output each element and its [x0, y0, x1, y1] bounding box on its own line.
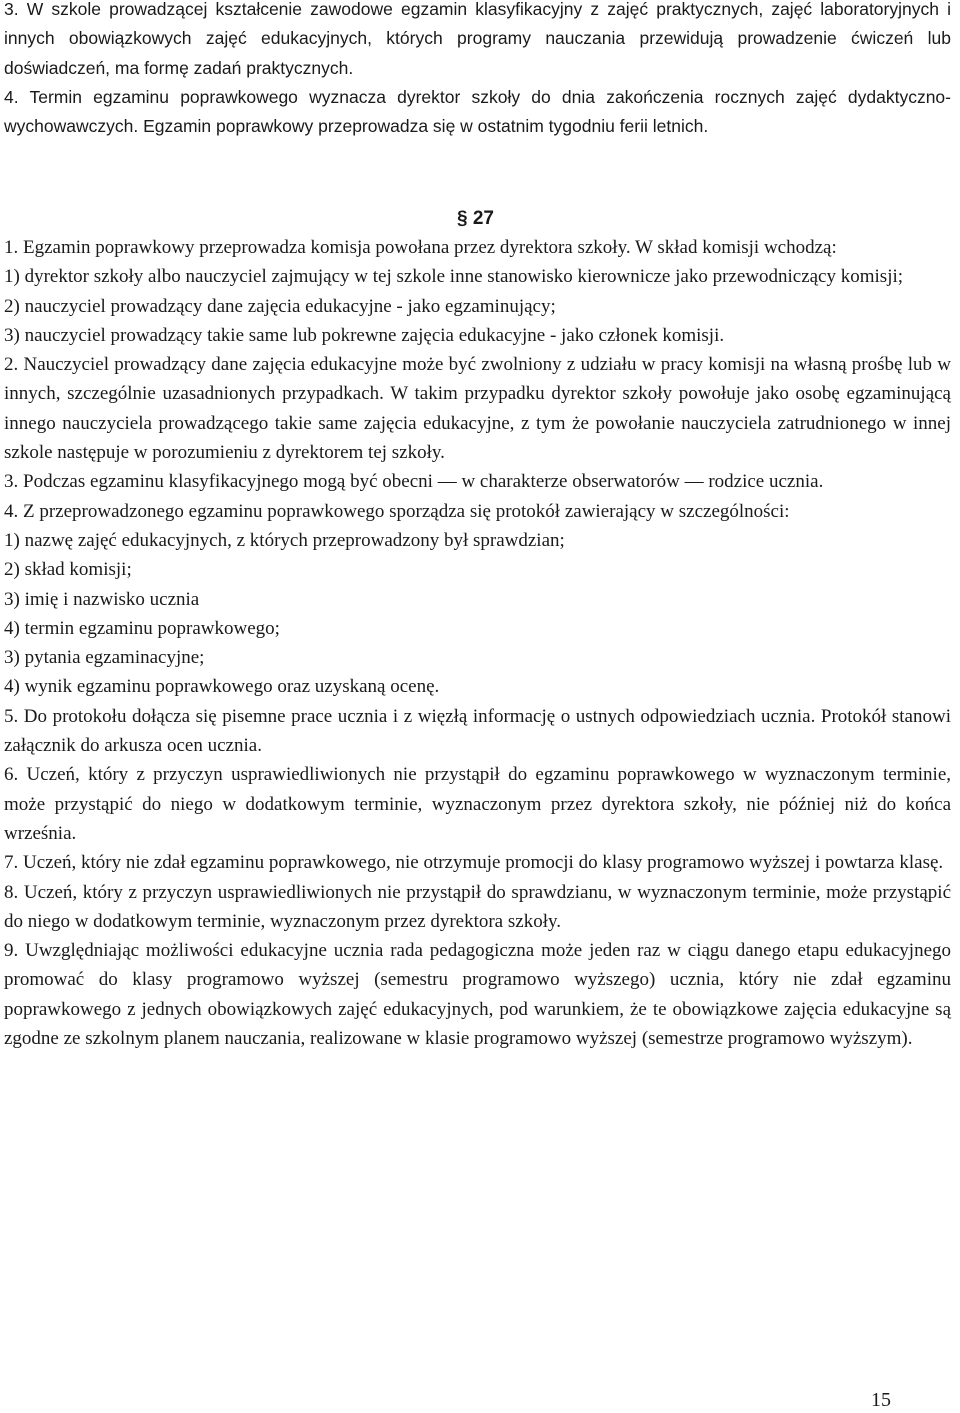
paragraph-4-item-4: 4) termin egzaminu poprawkowego;	[4, 617, 280, 639]
paragraph-2-teacher-exemption: 2. Nauczyciel prowadzący dane zajęcia edukacyjne może być zwolniony z udziału w pracy komisji na własną prośbę lub w innych, szczególnie uzasadnionych przypadkach. W takim przypadku dyrektor szkoły powołuje jako osobę egzaminującą innego nauczyciela prowadzącego takie same zajęcia edukacyjne, z tym że powołanie nauczyciela zatrudnionego w innej szkole następuje w porozumieniu z dyrektorem tej szkoły.	[4, 354, 951, 464]
paragraph-7-no-promotion: 7. Uczeń, który nie zdał egzaminu poprawkowego, nie otrzymuje promocji do klasy programowo wyższej i powtarza klasę.	[4, 852, 944, 874]
paragraph-1-item-2: 2) nauczyciel prowadzący dane zajęcia edukacyjne - jako egzaminujący;	[4, 295, 556, 317]
paragraph-4-item-2: 2) skład komisji;	[4, 559, 132, 581]
page-number: 15	[871, 1389, 891, 1411]
paragraph-1-item-3: 3) nauczyciel prowadzący takie same lub pokrewne zajęcia edukacyjne - jako członek komisji.	[4, 324, 725, 346]
top-section	[4, 0, 951, 141]
section-heading: § 27	[457, 208, 494, 229]
paragraph-3-practical-exam: 3. W szkole prowadzącej kształcenie zawodowe egzamin klasyfikacyjny z zajęć praktycznych, zajęć laboratoryjnych i innych obowiązkowych zajęć edukacyjnych, których programy nauczania przewidują prowadzenie ćwiczeń lub doświadczeń, ma formę zadań praktycznych.	[4, 0, 951, 78]
paragraph-3-observers: 3. Podczas egzaminu klasyfikacyjnego mogą być obecni — w charakterze obserwatorów — rodzice ucznia.	[4, 471, 824, 493]
paragraph-5-attachments: 5. Do protokołu dołącza się pisemne prace ucznia i z więzłą informację o ustnych odpowiedziach ucznia. Protokół stanowi załącznik do arkusza ocen ucznia.	[4, 705, 951, 757]
paragraph-1-commission: 1. Egzamin poprawkowy przeprowadza komisja powołana przez dyrektora szkoły. W skład komisji wchodzą:	[4, 237, 837, 258]
paragraph-4-item-5: 3) pytania egzaminacyjne;	[4, 647, 205, 669]
paragraph-4-item-1: 1) nazwę zajęć edukacyjnych, z których przeprowadzony był sprawdzian;	[4, 529, 565, 551]
paragraph-6-additional-term: 6. Uczeń, który z przyczyn usprawiedliwionych nie przystąpił do egzaminu poprawkowego w wyznaczonym terminie, może przystąpić do niego w dodatkowym terminie, wyznaczonym przez dyrektora szkoły, nie później niż do końca września.	[4, 764, 951, 844]
paragraph-4-retake-date: 4. Termin egzaminu poprawkowego wyznacza dyrektor szkoły do dnia zakończenia rocznych zajęć dydaktyczno-wychowawczych. Egzamin poprawkowy przeprowadza się w ostatnim tygodniu ferii letnich.	[4, 86, 951, 137]
paragraph-4-item-3: 3) imię i nazwisko ucznia	[4, 588, 200, 610]
paragraph-4-protocol: 4. Z przeprowadzonego egzaminu poprawkowego sporządza się protokół zawierający w szczególności:	[4, 500, 790, 522]
paragraph-9-conditional-promotion: 9. Uwzględniając możliwości edukacyjne ucznia rada pedagogiczna może jeden raz w ciągu danego etapu edukacyjnego promować do klasy programowo wyższej (semestru programowo wyższego) ucznia, który nie zdał egzaminu poprawkowego z jednych obowiązkowych zajęć edukacyjnych, pod warunkiem, że te obowiązkowe zajęcia edukacyjne są zgodne ze szkolnym planem nauczania, realizowane w klasie programowo wyższej (semestrze programowo wyższym).	[4, 940, 951, 1050]
paragraph-8-test-retake: 8. Uczeń, który z przyczyn usprawiedliwionych nie przystąpił do sprawdzianu, w wyznaczonym terminie, może przystąpić do niego w dodatkowym terminie, wyznaczonym przez dyrektora szkoły.	[4, 881, 951, 932]
paragraph-1-item-1: 1) dyrektor szkoły albo nauczyciel zajmujący w tej szkole inne stanowisko kierownicze jako przewodniczący komisji;	[4, 266, 904, 288]
paragraph-4-item-6: 4) wynik egzaminu poprawkowego oraz uzyskaną ocenę.	[4, 676, 440, 698]
section-body	[4, 233, 951, 1053]
